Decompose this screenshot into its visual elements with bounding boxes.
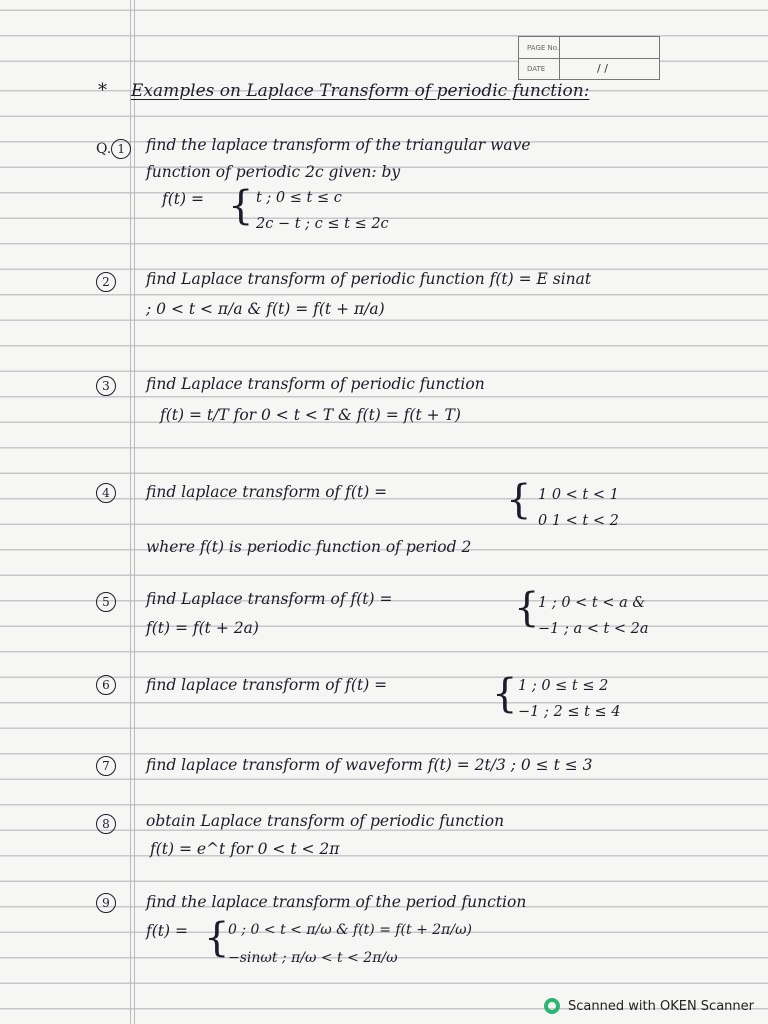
case-line: 1 ; 0 ≤ t ≤ 2 — [518, 678, 609, 694]
problem-number: Q. 1 — [96, 139, 131, 159]
problem-text: f(t) = e^t for 0 < t < 2π — [150, 840, 340, 858]
problem-text: find laplace transform of f(t) = — [146, 483, 388, 501]
page-label: PAGE No. — [527, 44, 560, 52]
case-line: 1 ; 0 < t < a & — [538, 595, 646, 611]
brace: { — [492, 671, 518, 717]
case-line: −1 ; a < t < 2a — [538, 621, 649, 637]
problem-text: f(t) = f(t + 2a) — [146, 619, 259, 637]
case-line: −sinωt ; π/ω < t < 2π/ω — [228, 950, 398, 966]
case-line: −1 ; 2 ≤ t ≤ 4 — [518, 704, 621, 720]
brace: { — [204, 915, 230, 961]
date-value: / / — [597, 62, 608, 75]
problem-text: find the laplace transform of the triangular wave — [146, 136, 531, 154]
case-line: 1 0 < t < 1 — [538, 487, 619, 503]
title-text: Examples on Laplace Transform of periodic function: — [131, 81, 590, 101]
problem-text: function of periodic 2c given: by — [146, 163, 401, 181]
brace: { — [514, 585, 540, 631]
problem-number: 8 — [96, 814, 116, 834]
problem-text: find the laplace transform of the period function — [146, 893, 527, 911]
case-line: t ; 0 ≤ t ≤ c — [256, 190, 342, 206]
scanner-text: Scanned with OKEN Scanner — [568, 998, 754, 1014]
function-label: f(t) = — [146, 922, 188, 940]
page-date-box — [518, 36, 660, 80]
problem-text: find Laplace transform of periodic function — [146, 375, 485, 393]
brace: { — [228, 183, 254, 229]
case-line: 0 1 < t < 2 — [538, 513, 619, 529]
title-bullet: * — [98, 80, 107, 101]
problem-text: find Laplace transform of periodic function f(t) = E sinat — [146, 270, 592, 288]
margin-line — [134, 0, 135, 1024]
problem-text: where f(t) is periodic function of period 2 — [146, 538, 472, 556]
function-label: f(t) = — [162, 190, 204, 208]
problem-number: 3 — [96, 376, 116, 396]
problem-text: f(t) = t/T for 0 < t < T & f(t) = f(t + T) — [160, 406, 461, 424]
problem-text: ; 0 < t < π/a & f(t) = f(t + π/a) — [146, 300, 385, 318]
scanner-logo-icon — [544, 998, 560, 1014]
case-line: 0 ; 0 < t < π/ω & f(t) = f(t + 2π/ω) — [228, 922, 472, 938]
problem-number: 4 — [96, 483, 116, 503]
problem-number: 9 — [96, 893, 116, 913]
problem-text: find laplace transform of f(t) = — [146, 676, 388, 694]
problem-text: find laplace transform of waveform f(t) = 2t/3 ; 0 ≤ t ≤ 3 — [146, 756, 593, 774]
brace: { — [506, 477, 532, 523]
problem-text: obtain Laplace transform of periodic function — [146, 812, 505, 830]
date-label: DATE — [527, 65, 546, 73]
problem-number: 6 — [96, 675, 116, 695]
page-title — [98, 80, 589, 101]
problem-text: find Laplace transform of f(t) = — [146, 590, 393, 608]
problem-number: 2 — [96, 272, 116, 292]
case-line: 2c − t ; c ≤ t ≤ 2c — [256, 216, 389, 232]
problem-number: 5 — [96, 592, 116, 612]
scanner-watermark — [544, 998, 754, 1014]
problem-number: 7 — [96, 756, 116, 776]
